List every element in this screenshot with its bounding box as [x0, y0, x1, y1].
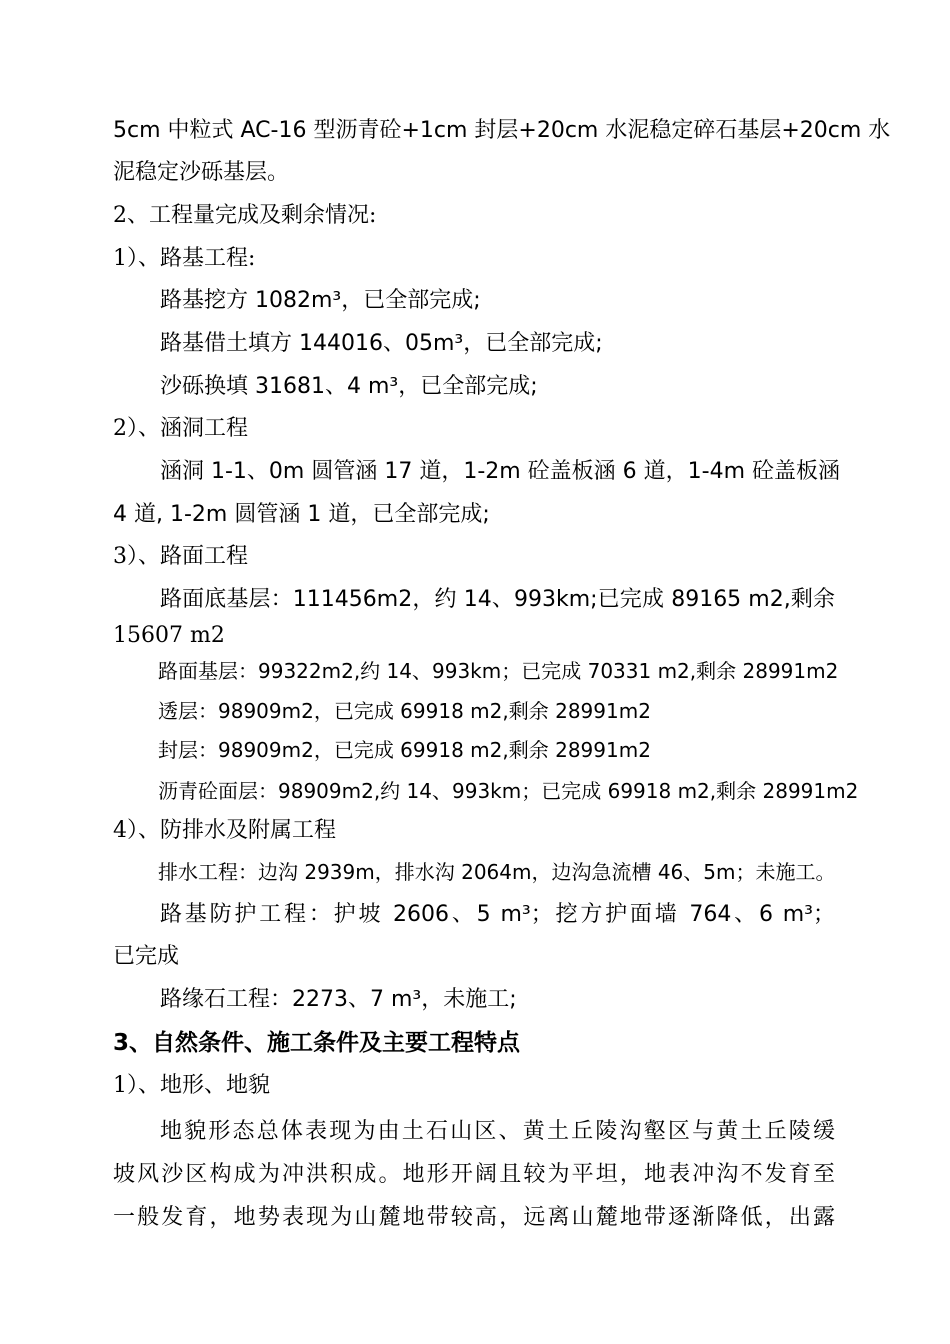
paragraph-line: 15607 m2 [113, 623, 225, 648]
paragraph-line: 路基防护工程：护坡 2606、5 m³；挖方护面墙 764、6 m³； [160, 902, 835, 927]
paragraph-line: 已完成 [113, 944, 180, 969]
paragraph-line: 透层：98909m2，已完成 69918 m2,剩余 28991m2 [158, 699, 651, 723]
subsection-heading: 1）、路基工程: [113, 246, 256, 271]
paragraph-line: 地貌形态总体表现为由土石山区、黄土丘陵沟壑区与黄土丘陵缓 [160, 1119, 835, 1144]
paragraph-line: 一般发育，地势表现为山麓地带较高，远离山麓地带逐渐降低，出露 [113, 1205, 835, 1230]
subsection-heading: 2）、涵洞工程 [113, 416, 248, 441]
subsection-heading: 3）、路面工程 [113, 544, 248, 569]
paragraph-line: 封层：98909m2，已完成 69918 m2,剩余 28991m2 [158, 738, 651, 762]
subsection-heading: 4）、防排水及附属工程 [113, 818, 336, 843]
paragraph-line: 沙砾换填 31681、4 m³，已全部完成; [160, 374, 538, 399]
paragraph-line: 路面基层：99322m2,约 14、993km；已完成 70331 m2,剩余 28991m2 [158, 659, 839, 683]
subsection-heading: 1）、地形、地貌 [113, 1073, 270, 1098]
paragraph-line: 排水工程：边沟 2939m，排水沟 2064m，边沟急流槽 46、5m；未施工。 [158, 860, 836, 884]
paragraph-line: 沥青砼面层：98909m2,约 14、993km；已完成 69918 m2,剩余 28991m2 [158, 779, 859, 803]
paragraph-line: 泥稳定沙砾基层。 [113, 160, 290, 185]
paragraph-line: 涵洞 1-1、0m 圆管涵 17 道，1-2m 砼盖板涵 6 道，1-4m 砼盖板涵 [160, 459, 841, 484]
paragraph-line: 4 道, 1-2m 圆管涵 1 道，已全部完成; [113, 502, 490, 527]
paragraph-line: 路基借土填方 144016、05m³，已全部完成; [160, 331, 603, 356]
paragraph-line: 路面底基层：111456m2，约 14、993km;已完成 89165 m2,剩余 [160, 587, 835, 612]
paragraph-line: 5cm 中粒式 AC-16 型沥青砼+1cm 封层+20cm 水泥稳定碎石基层+20cm 水 [113, 118, 891, 143]
section-heading: 3、自然条件、施工条件及主要工程特点 [113, 1030, 521, 1056]
paragraph-line: 路基挖方 1082m³，已全部完成; [160, 288, 481, 313]
paragraph-line: 坡风沙区构成为冲洪积成。地形开阔且较为平坦，地表冲沟不发育至 [113, 1162, 835, 1187]
section-heading: 2、工程量完成及剩余情况: [113, 203, 377, 228]
paragraph-line: 路缘石工程：2273、7 m³，未施工; [160, 987, 517, 1012]
